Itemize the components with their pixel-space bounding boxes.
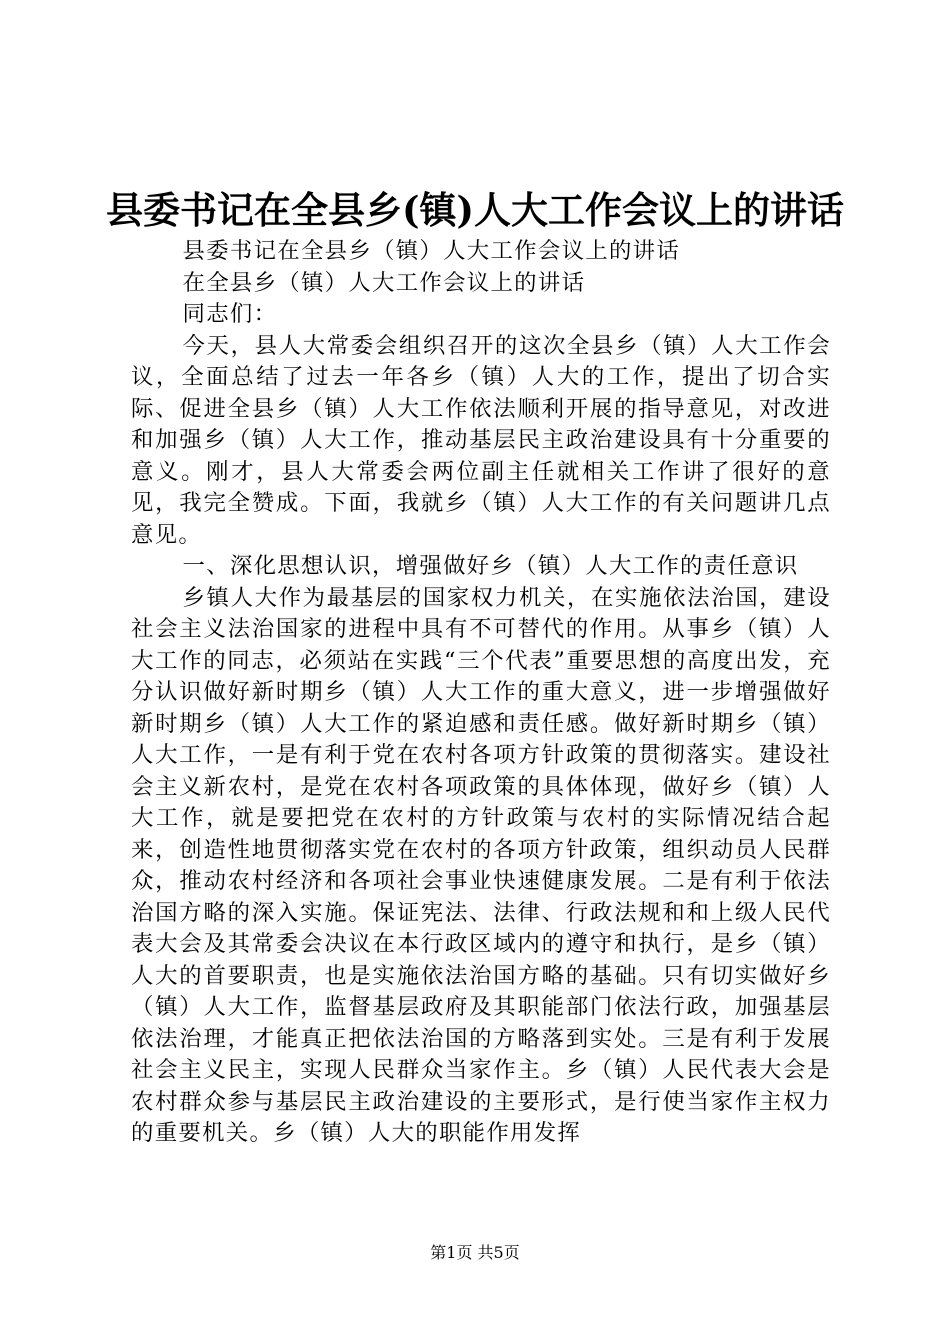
page-number: 第1页 共5页 [430,1243,520,1262]
paragraph-subtitle: 在全县乡（镇）人大工作会议上的讲话 [182,269,586,296]
paragraph-section-heading: 一、深化思想认识，增强做好乡（镇）人大工作的责任意识 [182,553,799,579]
paragraph-intro: 今天，县人大常委会组织召开的这次全县乡（镇）人大工作会议，全面总结了过去一年各乡（镇）人大的工作，提出了切合实际、促进全县乡（镇）人大工作依法顺利开展的指导意见，对改进和加强乡（镇）人大工作，推动基层民主政治建设具有十分重要的意义。刚才，县人大常委会两位副主任就相关工作讲了很好的意见，我完全赞成。下面，我就乡（镇）人大工作的有关问题讲几点意见。 [131,332,831,548]
document-title: 县委书记在全县乡(镇)人大工作会议上的讲话 [105,188,844,232]
paragraph-salutation: 同志们： [182,301,278,327]
document-body [131,236,831,1150]
paragraph-heading-repeat: 县委书记在全县乡（镇）人大工作会议上的讲话 [182,238,681,264]
paragraph-body: 乡镇人大作为最基层的国家权力机关，在实施依法治国，建设社会主义法治国家的进程中具有不可替代的作用。从事乡（镇）人大工作的同志，必须站在实践“三个代表”重要思想的高度出发，充分认识做好新时期乡（镇）人大工作的重大意义，进一步增强做好新时期乡（镇）人大工作的紧迫感和责任感。做好新时期乡（镇）人大工作，一是有利于党在农村各项方针政策的贯彻落实。建设社会主义新农村，是党在农村各项政策的具体体现，做好乡（镇）人大工作，就是要把党在农村的方针政策与农村的实际情况结合起来，创造性地贯彻落实党在农村的各项方针政策，组织动员人民群众，推动农村经济和各项社会事业快速健康发展。二是有利于依法治国方略的深入实施。保证宪法、法律、行政法规和和上级人民代表大会及其常委会决议在本行政区域内的遵守和执行，是乡（镇）人大的首要职责，也是实施依法治国方略的基础。只有切实做好乡（镇）人大工作，监督基层政府及其职能部门依法行政，加强基层依法治理，才能真正把依法治国的方略落到实处。三是有利于发展社会主义民主，实现人民群众当家作主。乡（镇）人民代表大会是农村群众参与基层民主政治建设的主要形式，是行使当家作主权力的重要机关。乡（镇）人大的职能作用发挥 [131,584,831,1146]
